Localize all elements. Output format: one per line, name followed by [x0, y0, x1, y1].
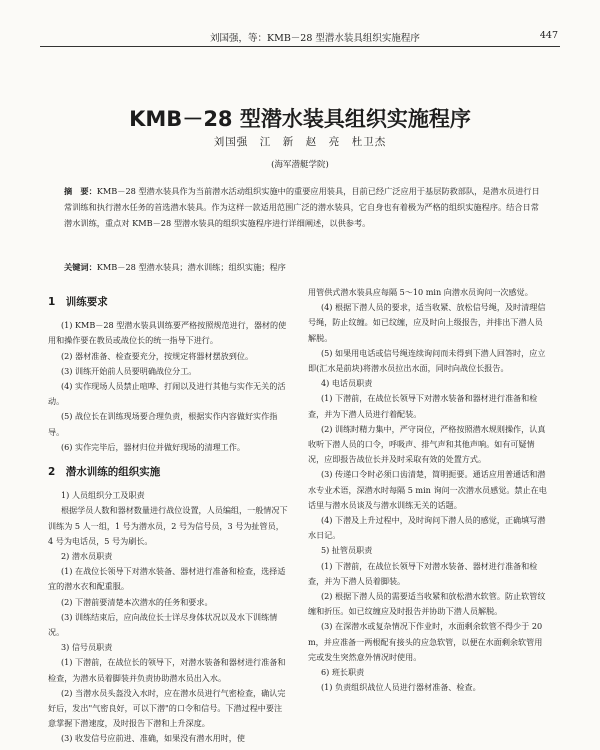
keywords-text: KMB－28 型潜水装具；潜水训练；组织实施；程序	[96, 262, 286, 272]
abstract-label: 摘 要：	[64, 186, 97, 196]
paragraph: (5) 如果用电话或信号绳连续询问而未得到下潜人回答时，应立即(汇水是前块)将潜水员拉出水面，同时向战位长报告。	[308, 347, 546, 374]
running-title: 刘国强，等：KMB－28 型潜水装具组织实施程序	[210, 33, 420, 44]
paragraph: (4) 根据下潜人员的要求，适当收紧、放松信号绳，及时清理信号绳，防止纹缠。如已纹缠，应及时向上级报告，并排出下潜人员解脱。	[308, 302, 546, 343]
paragraph: (1) 在战位长领导下对潜水装备、器材进行准备和检查，选择适宜的潜水衣和配重服。	[48, 566, 286, 592]
paragraph: (3) 传递口令时必须口齿清楚，简明扼要。通话应用普通话和潜水专业术语，深潜水时每隔 5 min 询问一次潜水员感觉。禁止在电话里与潜水员谈及与潜水训练无关的话题。	[308, 469, 547, 510]
paragraph: (2) 根据下潜人员的需要适当收紧和放松潜水软管。防止软管纹缠和折压。如已纹缠应及时报告并协助下潜人员解脱。	[308, 591, 546, 617]
paragraph: (3) 在深潜水或复杂情况下作业时，水面剩余软管不得少于 20 m，并应准备一两根配有接头的应急软管，以便在水面剩余软管用完或发生突然意外情况时使用。	[308, 621, 543, 662]
paragraph: (2) 下潜前要清楚本次潜水的任务和要求。	[60, 596, 213, 607]
affiliation: (海军潜艇学院)	[271, 160, 329, 170]
paragraph: (3) 收发信号应前进、准确，如果没有潜水用时，使	[60, 733, 245, 744]
section-heading: 1 训练要求	[48, 296, 108, 308]
subsection-heading: 4) 电话员职责	[320, 378, 373, 389]
paragraph: (3) 训练结束后，应向战位长士详尽身体状况以及水下训练情况。	[48, 611, 278, 638]
paragraph: (1) 负责组织战位人员进行器材准备、检查。	[320, 682, 481, 693]
right-column	[308, 285, 548, 695]
subsection-heading: 1) 人员组织分工及职责	[60, 490, 145, 501]
paragraph: 用管供式潜水装具应每隔 5～10 min 向潜水员询问一次感觉。	[308, 287, 533, 297]
paragraph: (5) 战位长在训练现场要合理负责，根据实作内容做好实作指导。	[48, 411, 278, 437]
subsection-heading: 2) 潜水员职责	[60, 551, 113, 562]
paragraph: (1) 下潜前，在战位长领导下对潜水装备、器材进行准备和检查，并为下潜人员着脚装。	[308, 560, 538, 586]
paragraph: (4) 实作现场人员禁止喧哗、打闹以及进行其他与实作无关的活动。	[48, 381, 286, 407]
paragraph: (6) 实作完毕后，器材归位并做好现场的清理工作。	[60, 441, 245, 452]
subsection-heading: 6) 班长职责	[320, 667, 365, 678]
section-heading: 2 潜水训练的组织实施	[48, 466, 161, 479]
paragraph: (1) 下潜前，在战位长的领导下，对潜水装备和器材进行准备和检查，为潜水员着脚装并负责协助潜水员出入水。	[48, 657, 286, 683]
running-header	[40, 30, 560, 47]
subsection-heading: 3) 信号员职责	[60, 642, 113, 653]
left-column	[48, 285, 288, 747]
abstract-text: KMB－28 型潜水装具作为当前潜水活动组织实施中的重要应用装具，目前已经广泛应用于基层防救部队，是潜水员进行日常训练和执行潜水任务的首选潜水装具。作为这样一款适用范围广泛的潜水装具，它自身也有着极为严格的组织实施程序。结合日常潜水训练，重点对 KMB－28 型潜水装具的组织实施程序进行详细阐述，以供参考。	[64, 186, 540, 229]
authors: 刘国强 江 新 赵 亮 杜卫杰	[213, 136, 387, 148]
subsection-heading: 5) 扯管员职责	[320, 545, 373, 556]
paragraph: (4) 下潜及上升过程中，及时询问下潜人员的感觉，正确填写潜水日记。	[308, 515, 546, 541]
paragraph: (1) 下潜前，在战位长领导下对潜水装备和器材进行准备和检查，并为下潜人员进行着配装。	[308, 393, 538, 419]
paragraph: (3) 训练开始前人员要明确战位分工。	[60, 365, 197, 376]
keywords-label: 关键词：	[64, 262, 97, 272]
abstract	[64, 183, 544, 232]
keywords	[64, 262, 544, 273]
paragraph: (2) 器材准备、检查要充分，按规定将器材摆放到位。	[60, 350, 254, 361]
page-number: 447	[539, 30, 558, 41]
paragraph: (1) KMB－28 型潜水装具训练要严格按照规范进行，器材的使用和操作要在教员或战位长的统一指导下进行。	[48, 320, 287, 346]
paragraph: 根据学员人数和器材数量进行战位设置，人员编组，一般情况下训练为 5 人一组，1 号为潜水员，2 号为信号员，3 号为扯管员，4 号为电话员，5 号为刷长。	[48, 505, 288, 546]
paragraph: (2) 当潜水员头盔没入水时，应在潜水员进行气密检查，确认完好后，发出"气密良好，可以下潜"的口令和信号。下潜过程中要注意掌握下潜速度，及时报告下潜和上升深度。	[48, 687, 286, 729]
paper-title: KMB－28 型潜水装具组织实施程序	[129, 107, 471, 131]
paragraph: (2) 训练时精力集中，严守岗位，严格按照潜水规则操作，认真收听下潜人员的口令，呼吸声、排气声和其他声响。如有可疑情况，应即报告战位长并及时采取有效的处置方式。	[308, 423, 546, 465]
